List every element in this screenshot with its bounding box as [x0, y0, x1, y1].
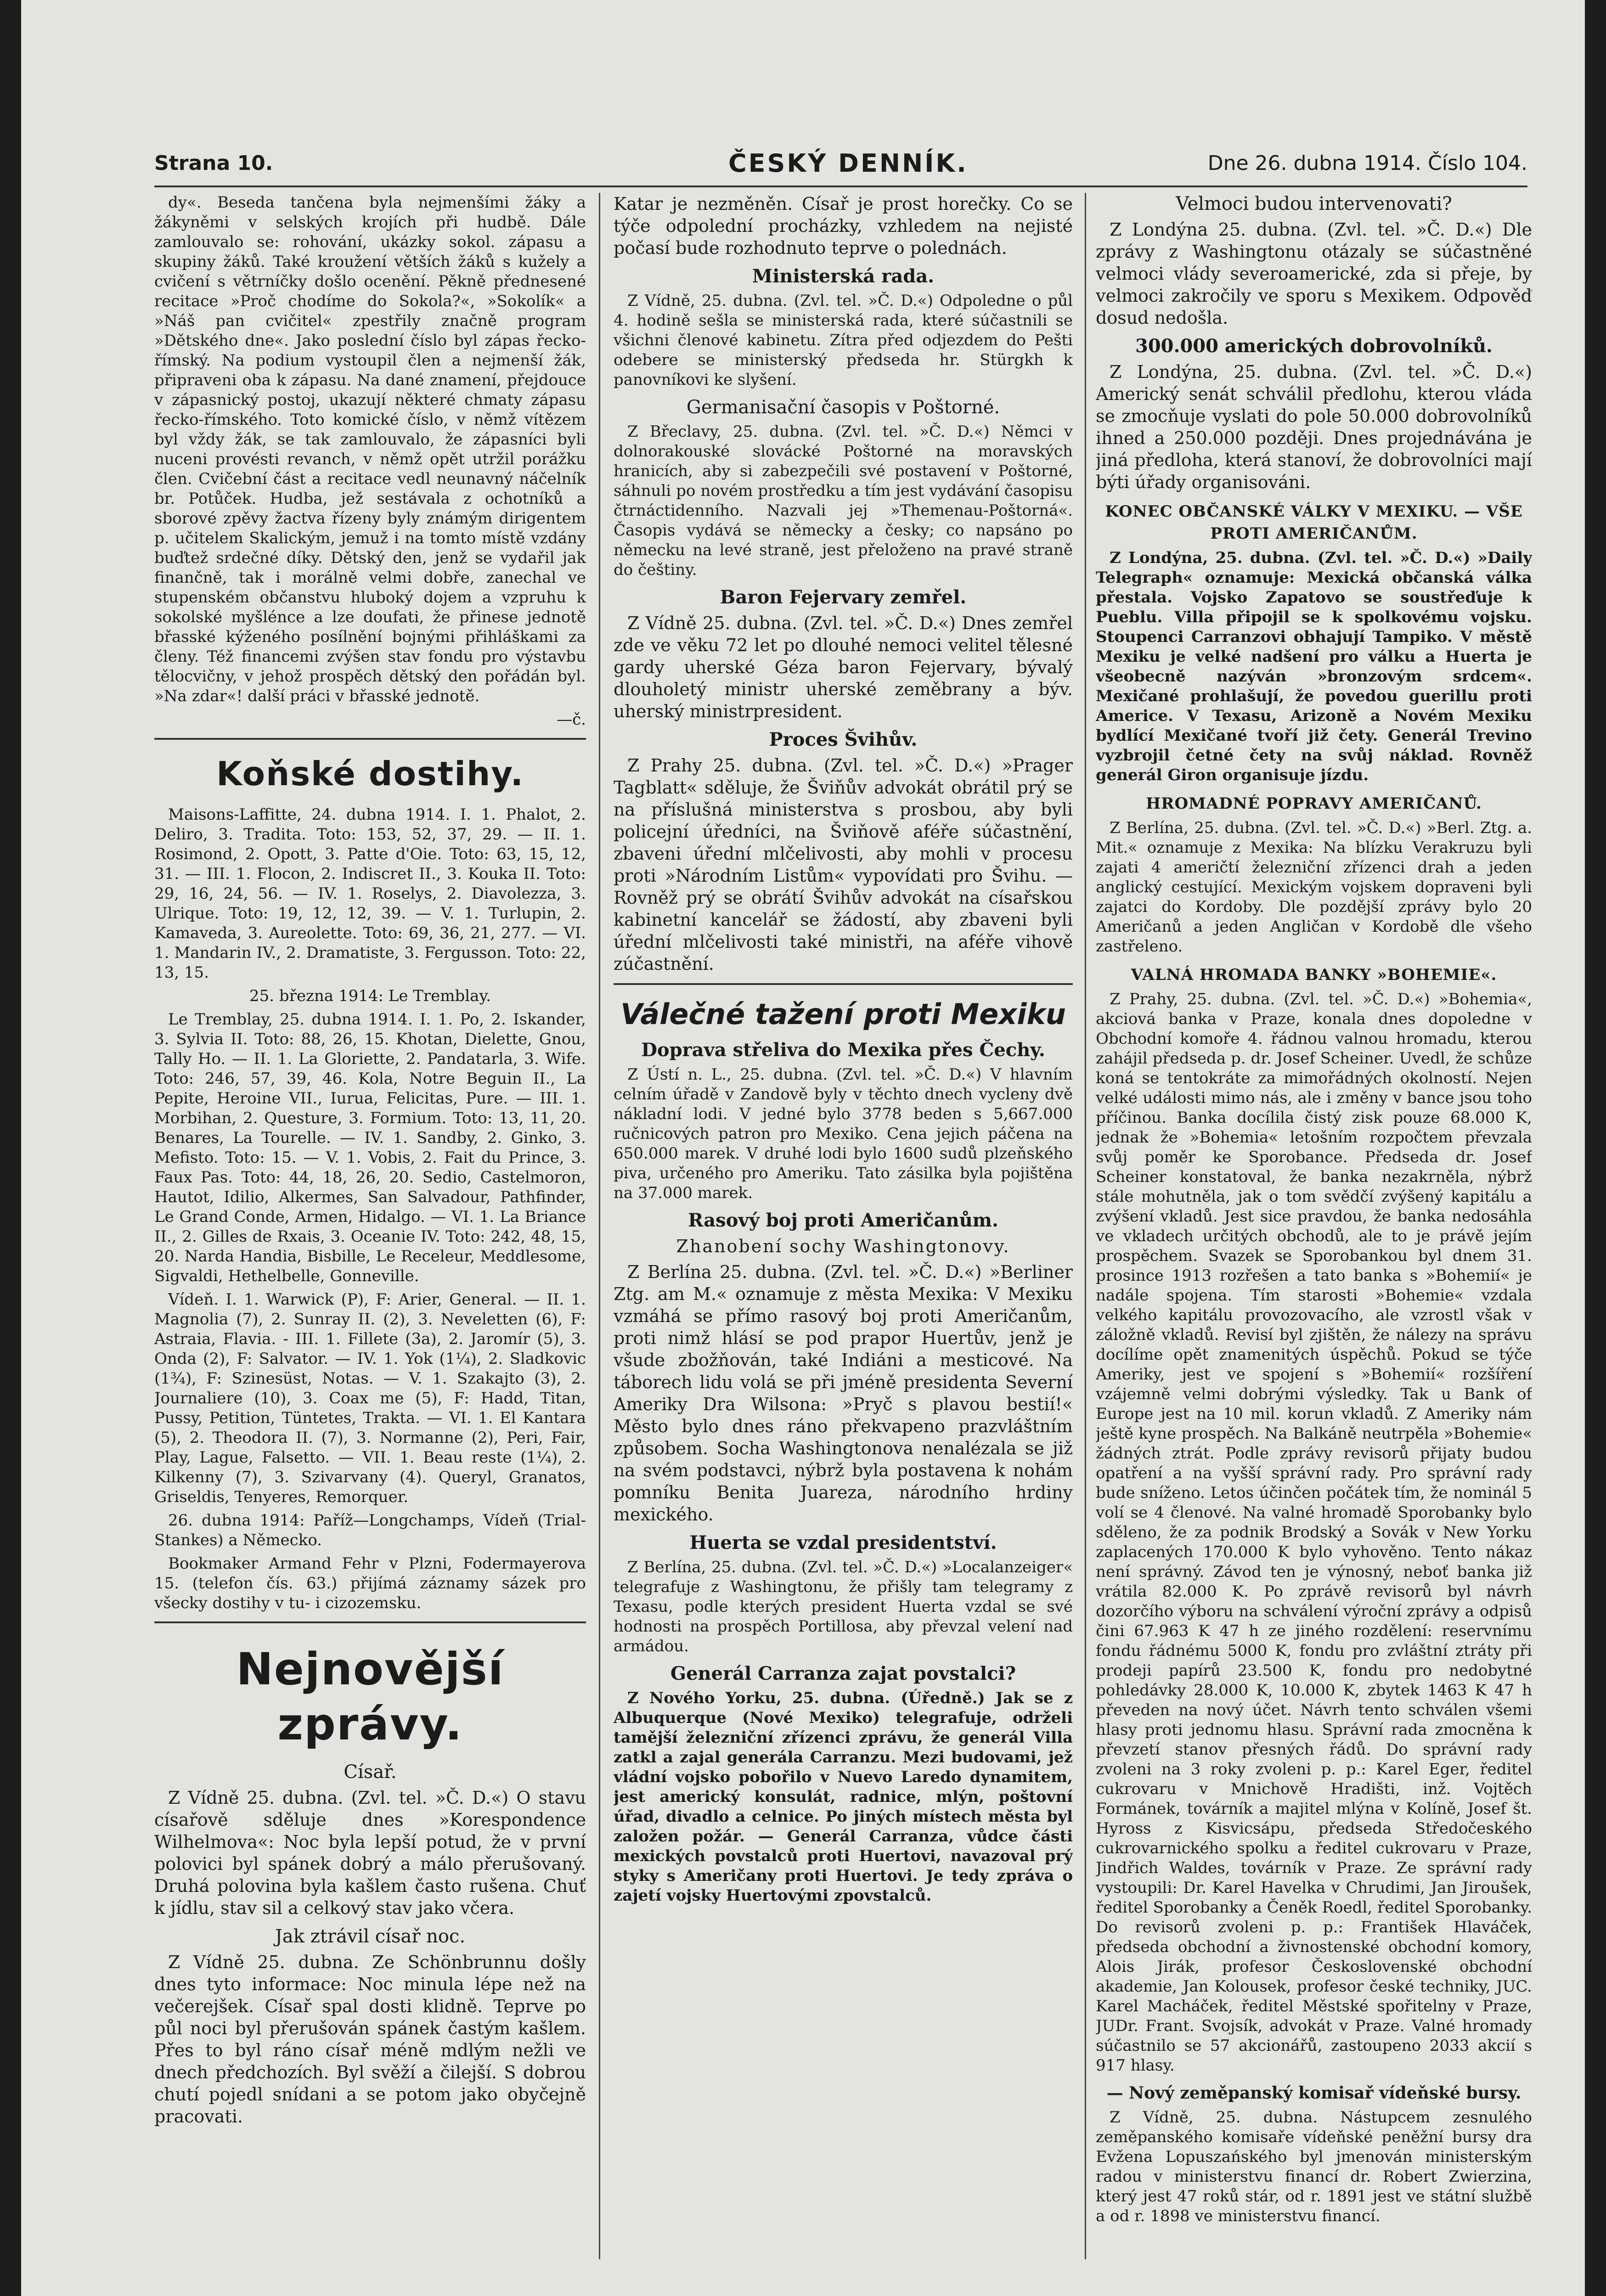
germanization-heading: Germanisační časopis v Poštorné. [686, 397, 1000, 418]
powers-heading: Velmoci budou intervenovati? [1176, 193, 1452, 214]
volunteers-article: Z Londýna, 25. dubna. (Zvl. tel. »Č. D.«) Americký senát schválil předlohu, kterou vláda se zmocňuje vyslati do pole 50.000 dobrovolníků ihned a 250.000 později. Dnes projednávána je jiná předloha, která stanoví, že dobrovolníci mají býti úřady organisováni. [1096, 362, 1532, 492]
huerta-article: Z Berlína, 25. dubna. (Zvl. tel. »Č. D.«) »Localanzeiger« telegrafuje z Washingtonu, že přišly tam telegramy z Texasu, podle kterých president Huerta vzdal se své hodnosti na prospěch Portillosa, aby převzal velení nad armádou. [614, 1558, 1073, 1655]
section-divider [154, 738, 586, 740]
section-divider [614, 983, 1073, 985]
column-rule [1085, 193, 1086, 2259]
sokol-signature: —č. [557, 710, 586, 729]
civil-war-heading: KONEC OBČANSKÉ VÁLKY V MEXIKU. — VŠE PROTI AMERIČANŮM. [1105, 502, 1523, 543]
svihu-article: Z Prahy 25. dubna. (Zvl. tel. »Č. D.«) »Prager Tagblatt« sděluje, že Šviňův advokát obrátil prý se na příslušná ministerstva s prosbou, aby byli policejní úředníci, na Šviňově aféře súčastnění, zbaveni úřední mlčelivosti, aby mohli v procesu proti »Národním Listům« vypovídati pro Švihu. — Rovněž prý se obrátí Švihův advokát na císařskou kabinetní kancelář se žádostí, aby zbaveni byli úřední mlčelivosti také ministři, na aféře vihově zúčastnění. [614, 755, 1073, 974]
germanization-article: Z Břeclavy, 25. dubna. (Zvl. tel. »Č. D.«) Němci v dolnorakouské slovácké Poštorné na moravských hranicích, aby si zabezpečili své postavení v Poštorné, sáhnuli po novém prostředku a tím jest vydávání časopisu čtrnáctidenního. Nazvali jej »Themenau-Poštorná«. Časopis vydává se německy a česky; co napsáno po německu na levé straně, jest přeloženo na pravé straně do češtiny. [614, 422, 1073, 579]
huerta-heading: Huerta se vzdal presidentství. [689, 1532, 997, 1553]
bank-heading: VALNÁ HROMADA BANKY »BOHEMIE«. [1131, 966, 1497, 984]
races-upcoming: 26. dubna 1914: Paříž—Longchamps, Vídeň (Trial-Stankes) a Německo. [154, 1511, 586, 1549]
races-heading: Koňské dostihy. [216, 754, 524, 793]
column-rule [599, 193, 600, 2259]
war-heading: Válečné tažení proti Mexiku [620, 997, 1066, 1031]
emperor-night-heading: Jak ztrávil císař noc. [275, 1926, 466, 1947]
carranza-article: Z Nového Yorku, 25. dubna. (Úředně.) Jak se z Albuquerque (Nové Mexiko) telegrafuje, održeli tamější železniční zřízenci zprávu, že generál Villa zatkl a zajal generála Carranzu. Mezi budovami, jež vládní vojsko pobořilo v Nuevo Laredo dynamitem, jest americký konsulát, radnice, mlýn, poštovní úřad, divadlo a celnice. Po jiných místech města byl založen požár. — Generál Carranza, vůdce části mexických povstalců proti Huertovi, navazoval prý styky s Američany proti Huertovi. Je tedy zpráva o zajetí vojsky Huertovými zpovstalců. [614, 1689, 1073, 1905]
latest-news-heading: Nejnovější zprávy. [236, 1643, 504, 1750]
race-war-article: Z Berlína 25. dubna. (Zvl. tel. »Č. D.«) »Berliner Ztg. am M.« oznamuje z města Mexika: V Mexiku vzmáhá se přímo rasový boj proti Američanům, proti nimž hlásí se pod prapor Huertův, jenž je všude zbožňován, také Indiáni a mesticové. Na táborech lidu volá se při jméně presidenta Severní Ameriky Dra Wilsona: »Pryč s plavou bestií!« Město bylo dnes ráno překvapeno prazvláštním způsobem. Socha Washingtonova nenalézala se již na svém podstavci, nýbrž byla postavena k nohám pomníku Benita Juareza, národního hrdiny mexického. [614, 1262, 1073, 1525]
column-3 [1096, 193, 1532, 2259]
column-2 [614, 193, 1073, 2259]
carranza-heading: Generál Carranza zajat povstalci? [670, 1663, 1016, 1684]
council-heading: Ministerská rada. [752, 265, 935, 287]
section-divider [154, 1621, 586, 1623]
newspaper-page [21, 0, 1585, 2296]
page-number: Strana 10. [154, 152, 273, 175]
civil-war-article: Z Londýna, 25. dubna. (Zvl. tel. »Č. D.«) »Daily Telegraph« oznamuje: Mexická občanská válka přestala. Vojsko Zapatovo se soustřeďuje k Pueblu. Villa připojil se k spolkovému vojsku. Stoupenci Carranzovi obhajují Tampiko. V městě Mexiku je velké nadšení pro válku a Huerta je všeobecně nazýván »bronzovým srdcem«. Mexičané prohlašují, že povedou guerillu proti Americe. V Texasu, Arizoně a Novém Mexiku bydlící Mexičané tvoří již čety. Generál Trevino vyzbrojil četné čety na svůj náklad. Rovněž generál Giron organisuje jízdu. [1096, 549, 1532, 784]
executions-heading: HROMADNÉ POPRAVY AMERIČANŮ. [1146, 794, 1482, 813]
baron-heading: Baron Fejervary zemřel. [720, 586, 967, 608]
powers-article: Z Londýna 25. dubna. (Zvl. tel. »Č. D.«) Dle zprávy z Washingtonu otázaly se súčastněné velmoci vlády severoamerické, zda si přeje, by velmoci zakročily ve sporu s Mexikem. Odpověď dosud nedošla. [1096, 219, 1532, 328]
column-1 [154, 193, 586, 2259]
bourse-article: Z Vídně, 25. dubna. Nástupcem zesnulého zeměpanského komisaře vídeňské peněžní bursy dra Evžena Lopuszańského byl jmenován ministerským radou v ministerstvu financí dr. Robert Zwierzina, který jest 47 roků stár, od r. 1891 jest ve státní službě a od r. 1898 ve ministerstvu financí. [1096, 2108, 1532, 2225]
emperor-continued: Katar je nezměněn. Císař je prost horečky. Co se týče odpolední procházky, vzhledem na nejisté počasí bude rozhodnuto teprve o polednách. [614, 194, 1073, 258]
svihu-heading: Proces Švihův. [769, 729, 918, 750]
sokol-article: dy«. Beseda tančena byla nejmenšími žáky a žákyněmi v selských krojích při hudbě. Dále zamlouvalo se: rohování, ukázky sokol. zápasu a skupiny žáků. Také kroužení větších žáků s kužely a cvičení s větrníčky došlo ocenění. Pěkně přednesené recitace »Proč chodíme do Sokola?«, »Sokolík« a »Náš pan cvičitel« zpestřily značně program »Dětského dne«. Jako poslední číslo byl zápas řecko-římský. Na podium vystoupil člen a nejmenší žák, připraveni oba k zápasu. Na dané znamení, přejdouce v zápasnický postoj, ukazují některé chmaty zápasu řecko-římského. Toto komické číslo, v němž vítězem byl vždy žák, se tak zamlouvalo, že zápasníci byli nuceni provésti revanch, v němž opět utržil porážku člen. Cvičební část a recitace vedl neunavný náčelník br. Potůček. Hudba, jež sestávala z ochotníků a sborové zpěvy žactva řízeny byly známým dirigentem p. učitelem Skalickým, jemuž i na tomto místě vzdány buďtež srdečné díky. Dětský den, jenž se vydařil jak finančně, tak i morálně velmi dobře, zanechal ve stupenském občanstvu hluboký dojem a vzpruhu k sokolské myšlénce a lze doufati, že přinese jednotě břasské kýženého posílnění bojnými přihláškami za členy. Též financemi zvýšen stav fondu pro výstavbu tělocvičny, v jehož prospěch dětský den pořádán byl. »Na zdar«! další práci v břasské jednotě. [154, 193, 586, 705]
race-war-subheading: Zhanobení sochy Washingtonovy. [676, 1236, 1010, 1256]
executions-article: Z Berlína, 25. dubna. (Zvl. tel. »Č. D.«) »Berl. Ztg. a. Mit.« oznamuje z Mexika: Na blízku Verakruzu byli zajati 4 američtí železniční zřízenci drah a jeden anglický cestující. Mexickým vojskem dopraveni byli zajatci do Kordoby. Dle pozdější zprávy bylo 20 Američanů a jeden Angličan v Kordobě dle všeho zastřeleno. [1096, 819, 1532, 956]
races-vienna: Vídeň. I. 1. Warwick (P), F: Arier, General. — II. 1. Magnolia (7), 2. Sunray II. (2), 3. Neveletten (6), F: Astraia, Flavia. - III. 1. Fillete (3a), 2. Jaromír (5), 3. Onda (2), F: Salvator. — IV. 1. Yok (1¼), 2. Sladkovic (1¾), F: Szinesüst, Notas. — V. 1. Szakajto (3), 2. Journaliere (10), 3. Coax me (5), F: Hadd, Titan, Pussy, Petition, Tüntetes, Trakta. — VI. 1. El Kantara (5), 2. Theodora II. (7), 3. Normanne (2), Peri, Fair, Play, Lague, Falsetto. — VII. 1. Beau reste (1¼), 2. Kilkenny (7), 3. Szivarvany (4). Queryl, Granatos, Griseldis, Tenyeres, Remorquer. [154, 1290, 586, 1506]
bourse-heading: — Nový zeměpanský komisař vídeňské bursy. [1106, 2083, 1521, 2103]
issue-date: Dne 26. dubna 1914. Číslo 104. [1207, 152, 1527, 175]
page-header [154, 149, 1527, 187]
emperor-heading: Císař. [344, 1761, 397, 1783]
races-tremblay: Le Tremblay, 25. dubna 1914. I. 1. Po, 2. Iskander, 3. Sylvia II. Toto: 88, 26, 15. Khotan, Dielette, Gnou, Tally Ho. — II. 1. La Gloriette, 2. Pandatarla, 3. Wife. Toto: 246, 57, 39, 46. Kola, Notre Beguin II., La Pepite, Heroine VII., Iurua, Felicitas, Pure. — III. 1. Morbihan, 2. Questure, 3. Formium. Toto: 13, 11, 20. Benares, La Tourelle. — IV. 1. Sandby, 2. Ginko, 3. Mefisto. Toto: 15. — V. 1. Vobis, 2. Fait du Prince, 3. Faux Pas. Toto: 44, 18, 26, 20. Sedio, Castelmoron, Hautot, Idilio, Alkermes, San Salvadour, Pathfinder, Le Grand Conde, Armen, Hidalgo. — VI. 1. La Briance II., 2. Gilles de Rxais, 3. Oceanie IV. Toto: 242, 48, 15, 20. Narda Handia, Bisbille, Le Receleur, Meddlesome, Sigvaldi, Hethelbelle, Gonneville. [154, 1010, 586, 1285]
emperor-article: Z Vídně 25. dubna. (Zvl. tel. »Č. D.«) O stavu císařově sděluje dnes »Korespondence Wilhelmova«: Noc byla lepší potud, že v první polovici byl spánek dobrý a málo přerušovaný. Druhá polovina byla kašlem často rušena. Chuť k jídlu, stav sil a celkový stav jako včera. [154, 1788, 586, 1918]
races-maisons: Maisons-Laffitte, 24. dubna 1914. I. 1. Phalot, 2. Deliro, 3. Tradita. Toto: 153, 52, 37, 29. — II. 1. Rosimond, 2. Opott, 3. Patte d'Oie. Toto: 63, 15, 12, 31. — III. 1. Flocon, 2. Indiscret II., 3. Kouka II. Toto: 29, 16, 24, 56. — IV. 1. Roselys, 2. Diavolezza, 3. Ulrique. Toto: 19, 12, 12, 39. — V. 1. Turlupin, 2. Kamaveda, 3. Aureolette. Toto: 69, 36, 21, 277. — VI. 1. Mandarin IV., 2. Dramatiste, 3. Fergusson. Toto: 22, 13, 15. [154, 805, 586, 982]
volunteers-heading: 300.000 amerických dobrovolníků. [1135, 335, 1493, 357]
bookmaker-notice: Bookmaker Armand Fehr v Plzni, Fodermayerova 15. (telefon čís. 63.) přijímá záznamy sázek pro všecky dostihy v tu- i cizozemsku. [154, 1554, 586, 1612]
bank-article: Z Prahy, 25. dubna. (Zvl. tel. »Č. D.«) »Bohemia«, akciová banka v Praze, konala dnes dopoledne v Obchodní komoře 4. řádnou valnou hromadu, kterou zahájil předseda p. dr. Josef Scheiner. Uvedl, že schůze koná se tentokráte za mimořádných okolností. Nejen velké události mimo nás, ale i změny v bance jsou toho příčinou. Banka docílila čistý zisk pouze 68.000 K, jednak že »Bohemia« letošním rozpočtem převzala svůj poměr ke Sporobance. Předseda dr. Josef Scheiner konstatoval, že banka nezakrněla, nýbrž stále mohutněla, jak o tom svědčí zvýšený kapitálu a zvýšení vkladů. Jest sice pravdou, že banka nedosáhla ve vkladech určitých obchodů, ale to je právě jejím prospěchem. Svazek se Sporobankou byl dnem 31. prosince 1913 rozřešen a tato banka s »Bohemií« je nadále spojena. Tím starosti »Bohemie« vzdala velkého kapitálu provozovacího, ale vzrostl však v záložně vkladů. Revisí byl zjištěn, že nálezy na správu docílíme opět znamenitých úspěchů. Pokud se týče Ameriky, jest ve spojení s »Bohemií« rozšíření vzájemně velmi dobrými výsledky. Tak u Bank of Europe jest na 10 mil. korun vkladů. Z Ameriky nám ještě kyne prospěch. Na Balkáně neutrpěla »Bohemie« žádných ztrát. Podle zprávy revisorů přijaty budou opatření a na vyšší správní rady. Pro správní rady bude sníženo. Letos účinčen počátek tím, že nominál 5 volí se 4 členové. Na valné hromadě Sporobanky bylo sděleno, že za podnik Brodský a Sovák v New Yorku zaplacených 170.000 K bylo vyhověno. Tento nákaz není správný. Závod ten je výnosný, neboť banka již vrátila 82.000 K. Po zprávě revisorů byl návrh dozorčího výboru na schválení výroční zprávy a odpisů čini 67.963 K 47 h ze jiného rozdělení: reservnímu fondu řádnému 5000 K, fondu pro zvláštní ztráty při prodeji papírů 23.500 K, fondu pro nedobytné pohledávky 28.000 K, 10.000 K, zbytek 1463 K 47 h převeden na nový účet. Návrh tento schválen všemi hlasy proti jednomu hlasu. Správní rada zmocněna k převzetí stanov přesných řádů. Do správní rady zvoleni na 3 roky zvoleni p. p.: Karel Eger, ředitel cukrovaru v Mnichově Hradišti, inž. Vojtěch Formánek, továrník a majitel mlýna v Kolíně, Josef št. Hyross z Kisvicsápu, předseda Středočeského cukrovarnického spolku a ředitel cukrovaru v Praze, Jindřich Waldes, továrník v Praze. Ze správní rady vystoupili: Dr. Karel Havelka v Chrudimi, Jan Jiroušek, ředitel Sporobanky a Čeněk Roedl, ředitel Sporobanky. Do revisorů zvoleni p. p.: František Hlaváček, předseda obchodní a živnostenské obchodní komory, Alois Jirák, profesor Československé obchodní akademie, Jan Kolousek, profesor české techniky, JUC. Karel Macháček, ředitel Městské spořitelny v Praze, JUDr. Frant. Svojsík, advokát v Praze. Valné hromady súčastnilo se 57 akcionářů, zastoupeno 2033 akcií s 917 hlasy. [1096, 990, 1532, 2075]
war-article: Z Ústí n. L., 25. dubna. (Zvl. tel. »Č. D.«) V hlavním celním úřadě v Zandově byly v těchto dnech vycleny dvě nákladní lodi. V jedné bylo 3778 beden s 5,667.000 ručnicových patron pro Mexiko. Cena jejich páčena na 650.000 marek. V druhé lodi bylo 1600 sudů plzeňského piva, určeného pro Ameriku. Tato zásilka byla pojištěna na 37.000 marek. [614, 1065, 1073, 1202]
races-next: 25. března 1914: Le Tremblay. [249, 987, 491, 1005]
newspaper-title: ČESKÝ DENNÍK. [728, 149, 968, 178]
war-subheading: Doprava střeliva do Mexika přes Čechy. [641, 1039, 1045, 1061]
baron-article: Z Vídně 25. dubna. (Zvl. tel. »Č. D.«) Dnes zemřel zde ve věku 72 let po dlouhé nemoci velitel tělesné gardy uherské Géza baron Fejervary, bývalý dlouholetý ministr uherské zeměbrany a býv. uherský ministrpresident. [614, 613, 1073, 721]
council-article: Z Vídně, 25. dubna. (Zvl. tel. »Č. D.«) Odpoledne o půl 4. hodině sešla se ministerská rada, které súčastnili se všichni členové kabinetu. Zítra před odjezdem do Pešti odebere se ministerský předseda hr. Stürgkh k panovníkovi ke slyšení. [614, 292, 1073, 389]
race-war-heading: Rasový boj proti Američanům. [688, 1210, 998, 1231]
emperor-night-article: Z Vídně 25. dubna. Ze Schönbrunnu došly dnes tyto informace: Noc minula lépe než na večerejšek. Císař spal dosti klidně. Teprve po půl noci byl přerušován spánek častým kašlem. Přes to byl ráno císař méně mdlým nežli ve dnech předchozích. Byl svěží a čilejší. S dobrou chutí pojedl snídani a se potom jako obyčejně pracovati. [154, 1952, 586, 2127]
